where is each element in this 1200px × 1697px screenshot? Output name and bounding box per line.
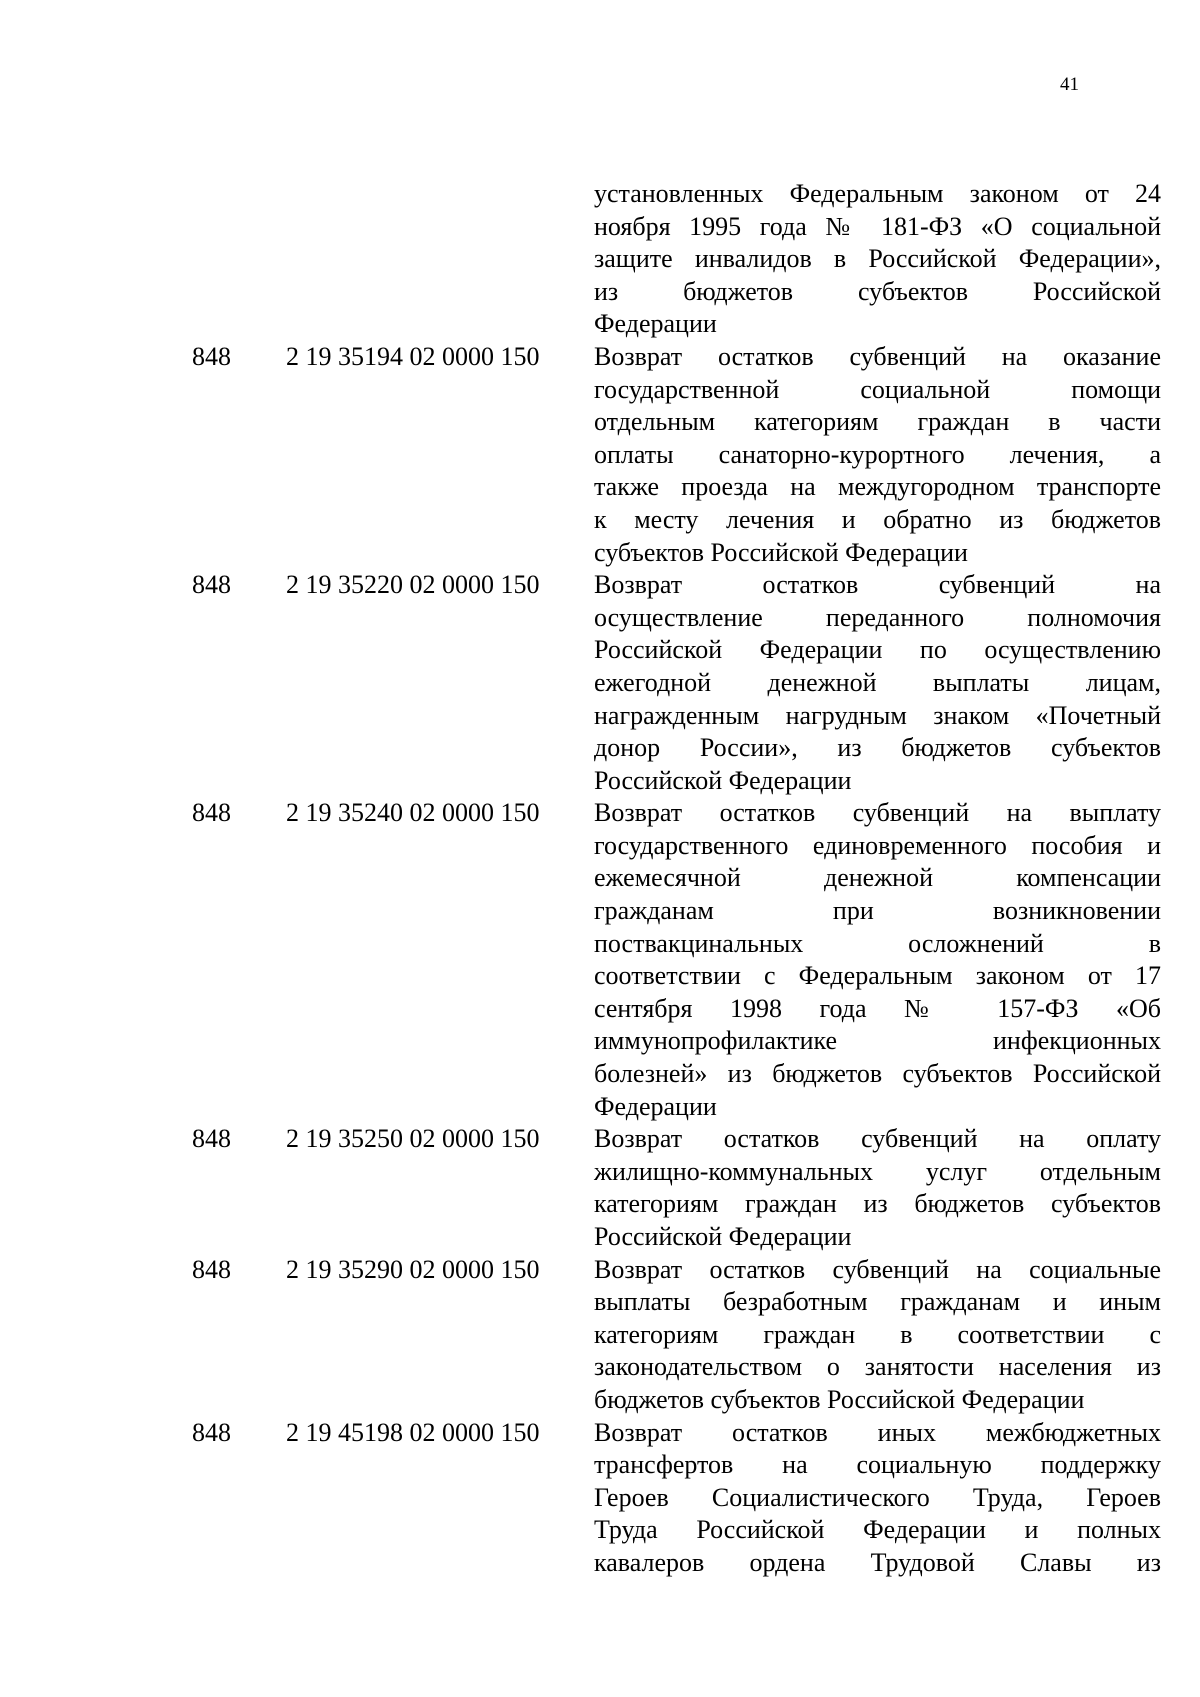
table-row [0, 1417, 1200, 1580]
description-line: трансфертов на социальную поддержку [594, 1450, 1161, 1480]
table-row [0, 341, 1200, 569]
description-line: Российской Федерации [594, 1222, 852, 1251]
page-number: 41 [1060, 74, 1079, 95]
description-line: оплаты санаторно-курортного лечения, а [594, 439, 1161, 469]
income-description [594, 1254, 1161, 1417]
budget-classification-code: 2 19 45198 02 0000 150 [286, 1417, 540, 1447]
budget-classification-code: 2 19 35250 02 0000 150 [286, 1124, 540, 1154]
table-row [0, 797, 1200, 1123]
description-line: ежемесячной денежной компенсации [594, 863, 1161, 893]
income-description [594, 569, 1161, 797]
description-line: гражданам при возникновении [594, 896, 1161, 926]
description-line: выплаты безработным гражданам и иным [594, 1287, 1161, 1317]
budget-code-table [0, 178, 1200, 1580]
description-line: также проезда на междугородном транспорте [594, 472, 1161, 502]
budget-classification-code: 2 19 35220 02 0000 150 [286, 570, 540, 600]
description-line: жилищно-коммунальных услуг отдельным [594, 1156, 1161, 1186]
description-line: болезней» из бюджетов субъектов Российской [594, 1059, 1161, 1089]
description-line: бюджетов субъектов Российской Федерации [594, 1384, 1085, 1414]
description-line: категориям граждан из бюджетов субъектов [594, 1189, 1161, 1219]
income-description [594, 1417, 1161, 1580]
description-line: осуществление переданного полномочия [594, 602, 1161, 632]
description-line: Федерации [594, 1091, 717, 1121]
description-line: Возврат остатков субвенций на социальные [594, 1254, 1161, 1284]
description-line: из бюджетов субъектов Российской [594, 276, 1161, 306]
table-row [0, 1254, 1200, 1417]
income-description [594, 178, 1161, 341]
description-line: Возврат остатков субвенций на оказание [594, 341, 1161, 371]
description-line: законодательством о занятости населения из [594, 1352, 1161, 1382]
description-line: категориям граждан в соответствии с [594, 1319, 1161, 1349]
description-line: защите инвалидов в Российской Федерации», [594, 244, 1161, 274]
admin-code: 848 [192, 798, 231, 828]
admin-code: 848 [192, 341, 231, 371]
description-line: Возврат остатков субвенций на [594, 570, 1161, 600]
budget-classification-code: 2 19 35240 02 0000 150 [286, 798, 540, 828]
description-line: государственного единовременного пособия и [594, 830, 1161, 860]
description-line: иммунопрофилактике инфекционных [594, 1026, 1161, 1056]
description-line: Труда Российской Федерации и полных [594, 1515, 1161, 1545]
description-line: Возврат остатков субвенций на выплату [594, 798, 1161, 828]
budget-classification-code: 2 19 35194 02 0000 150 [286, 341, 540, 371]
description-line: соответствии с Федеральным законом от 17 [594, 961, 1161, 991]
description-line: поствакцинальных осложнений в [594, 928, 1161, 958]
admin-code: 848 [192, 570, 231, 600]
budget-classification-code: 2 19 35290 02 0000 150 [286, 1254, 540, 1284]
table-row [0, 569, 1200, 797]
description-line: отдельным категориям граждан в части [594, 407, 1161, 437]
description-line: Возврат остатков иных межбюджетных [594, 1417, 1161, 1447]
description-line: установленных Федеральным законом от 24 [594, 179, 1161, 208]
table-row [0, 1123, 1200, 1253]
description-line: к месту лечения и обратно из бюджетов [594, 504, 1161, 534]
description-line: кавалеров ордена Трудовой Славы из [594, 1547, 1161, 1577]
description-line: ноября 1995 года № 181-ФЗ «О социальной [594, 211, 1161, 241]
description-line: награжденным нагрудным знаком «Почетный [594, 700, 1161, 730]
income-description [594, 797, 1161, 1123]
description-line: донор России», из бюджетов субъектов [594, 733, 1161, 763]
description-line: сентября 1998 года № 157-ФЗ «Об [594, 993, 1161, 1023]
description-line: Российской Федерации [594, 765, 852, 795]
description-line: Российской Федерации по осуществлению [594, 635, 1161, 665]
income-description [594, 341, 1161, 569]
income-description [594, 1123, 1161, 1253]
description-line: Возврат остатков субвенций на оплату [594, 1124, 1161, 1154]
description-line: Федерации [594, 309, 717, 339]
description-line: государственной социальной помощи [594, 374, 1161, 404]
table-row [0, 178, 1200, 341]
description-line: субъектов Российской Федерации [594, 537, 968, 567]
description-line: ежегодной денежной выплаты лицам, [594, 667, 1161, 697]
admin-code: 848 [192, 1254, 231, 1284]
admin-code: 848 [192, 1124, 231, 1154]
admin-code: 848 [192, 1417, 231, 1447]
description-line: Героев Социалистического Труда, Героев [594, 1482, 1161, 1512]
